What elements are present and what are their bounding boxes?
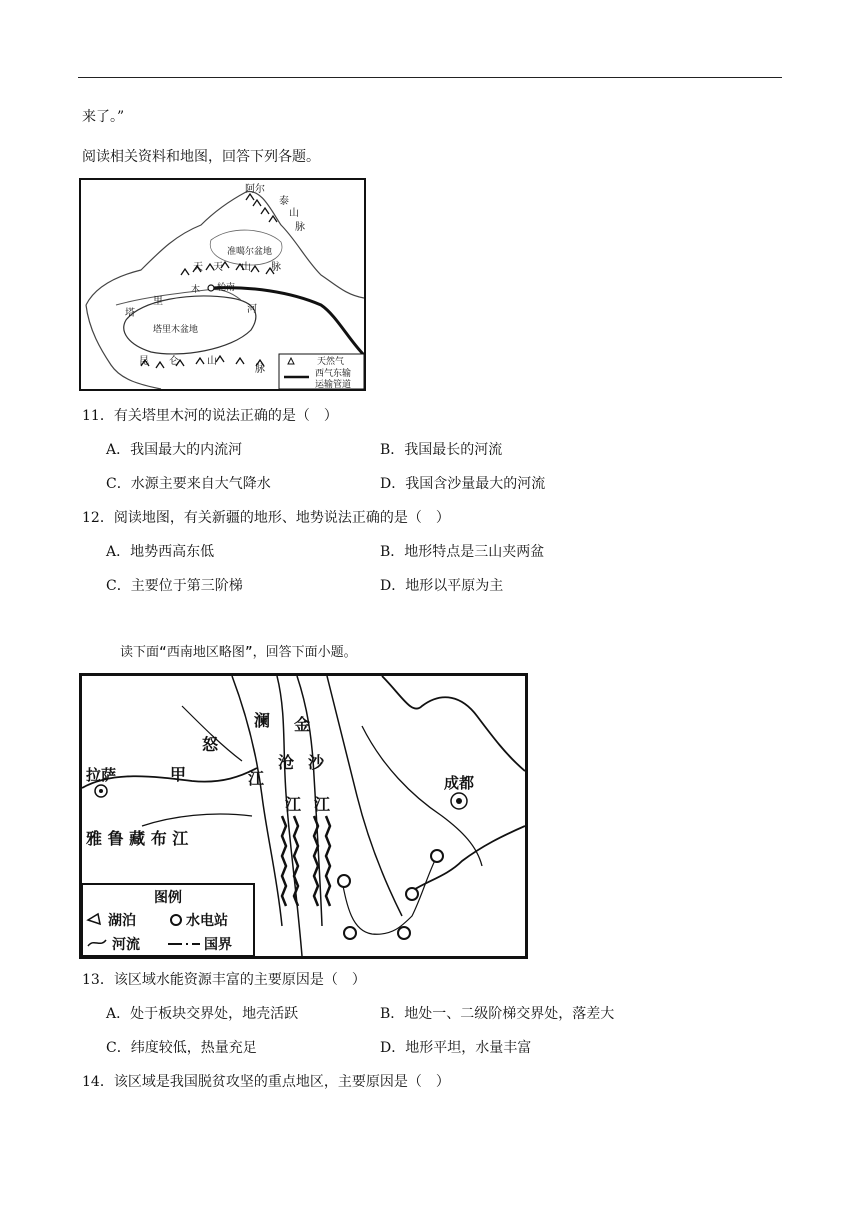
label-kunlun-1: 昆	[139, 356, 149, 367]
header-rule	[78, 77, 782, 78]
label-sha: 沙	[308, 753, 325, 772]
southwest-map	[79, 673, 528, 959]
q12-option-d[interactable]: D．地形以平原为主	[380, 578, 504, 594]
label-tarim-river-2: 里	[153, 296, 163, 307]
label-lhasa: 拉萨	[86, 766, 117, 784]
label-altai-3: 山	[289, 208, 299, 219]
q11-stem: 11．有关塔里木河的说法正确的是（ ）	[82, 408, 338, 424]
label-jia: 甲	[170, 765, 187, 784]
q13-option-c[interactable]: C．纬度较低，热量充足	[106, 1040, 257, 1056]
label-jin: 金	[294, 715, 311, 734]
label-nu: 怒	[202, 735, 219, 754]
label-tian-3: 山	[241, 262, 251, 273]
label-mu: 木	[191, 285, 201, 295]
q13-option-a[interactable]: A．处于板块交界处，地壳活跃	[106, 1006, 299, 1022]
q12-option-c[interactable]: C．主要位于第三阶梯	[106, 578, 243, 594]
q13-option-d[interactable]: D．地形平坦，水量丰富	[380, 1040, 532, 1056]
label-kunlun-4: 脉	[255, 364, 265, 375]
legend-river: 河流	[112, 937, 140, 953]
label-altai-2: 泰	[279, 196, 289, 207]
label-tian-2: 天	[213, 262, 223, 273]
legend-border: 国界	[204, 937, 232, 953]
label-lunnan: 轮南	[217, 283, 236, 293]
xinjiang-map	[79, 178, 366, 391]
q12-stem: 12．阅读地图，有关新疆的地形、地势说法正确的是（ ）	[82, 510, 450, 526]
label-tian-4: 脉	[271, 262, 281, 273]
label-kunlun-2: 仑	[169, 356, 179, 367]
label-junggar: 准噶尔盆地	[227, 247, 273, 257]
q14-stem: 14．该区域是我国脱贫攻坚的重点地区，主要原因是（ ）	[82, 1074, 450, 1090]
label-tarim-river-1: 塔	[125, 308, 135, 319]
legend-pipeline-2: 运输管道	[315, 380, 352, 389]
q12-option-a[interactable]: A．地势西高东低	[106, 544, 215, 560]
legend-title: 图例	[154, 890, 182, 906]
label-altai-1: 阿尔	[245, 184, 265, 195]
legend-lake: 湖泊	[108, 913, 136, 929]
legend-gas: 天然气	[317, 357, 345, 367]
q13-stem: 13．该区域水能资源丰富的主要原因是（ ）	[82, 972, 366, 988]
label-jiang-nu: 江	[248, 769, 265, 788]
q13-option-b[interactable]: B．地处一、二级阶梯交界处，落差大	[380, 1006, 615, 1022]
label-yarlung: 雅 鲁 藏 布 江	[86, 829, 189, 848]
q11-option-b[interactable]: B．我国最长的河流	[380, 442, 503, 458]
label-altai-4: 脉	[295, 222, 305, 233]
label-cang: 沧	[278, 753, 295, 772]
label-tarim-basin: 塔里木盆地	[153, 325, 199, 335]
label-chengdu: 成都	[444, 774, 475, 792]
intro-tail: 来了。”	[82, 109, 125, 125]
label-tian-1: 天	[193, 262, 203, 273]
label-jiang-js: 江	[314, 795, 331, 814]
q12-option-b[interactable]: B．地形特点是三山夹两盆	[380, 544, 545, 560]
label-lan: 澜	[254, 711, 271, 730]
q11-option-a[interactable]: A．我国最大的内流河	[106, 442, 243, 458]
legend-station: 水电站	[186, 913, 228, 929]
legend-pipeline-1: 西气东输	[315, 369, 352, 379]
instruction-1: 阅读相关资料和地图，回答下列各题。	[82, 149, 320, 165]
label-tarim-river-3: 河	[247, 304, 257, 315]
label-jiang-lc: 江	[285, 795, 302, 814]
instruction-2: 读下面“西南地区略图”，回答下面小题。	[120, 645, 357, 660]
q11-option-d[interactable]: D．我国含沙量最大的河流	[380, 476, 546, 492]
label-kunlun-3: 山	[207, 356, 217, 367]
q11-option-c[interactable]: C．水源主要来自大气降水	[106, 476, 271, 492]
